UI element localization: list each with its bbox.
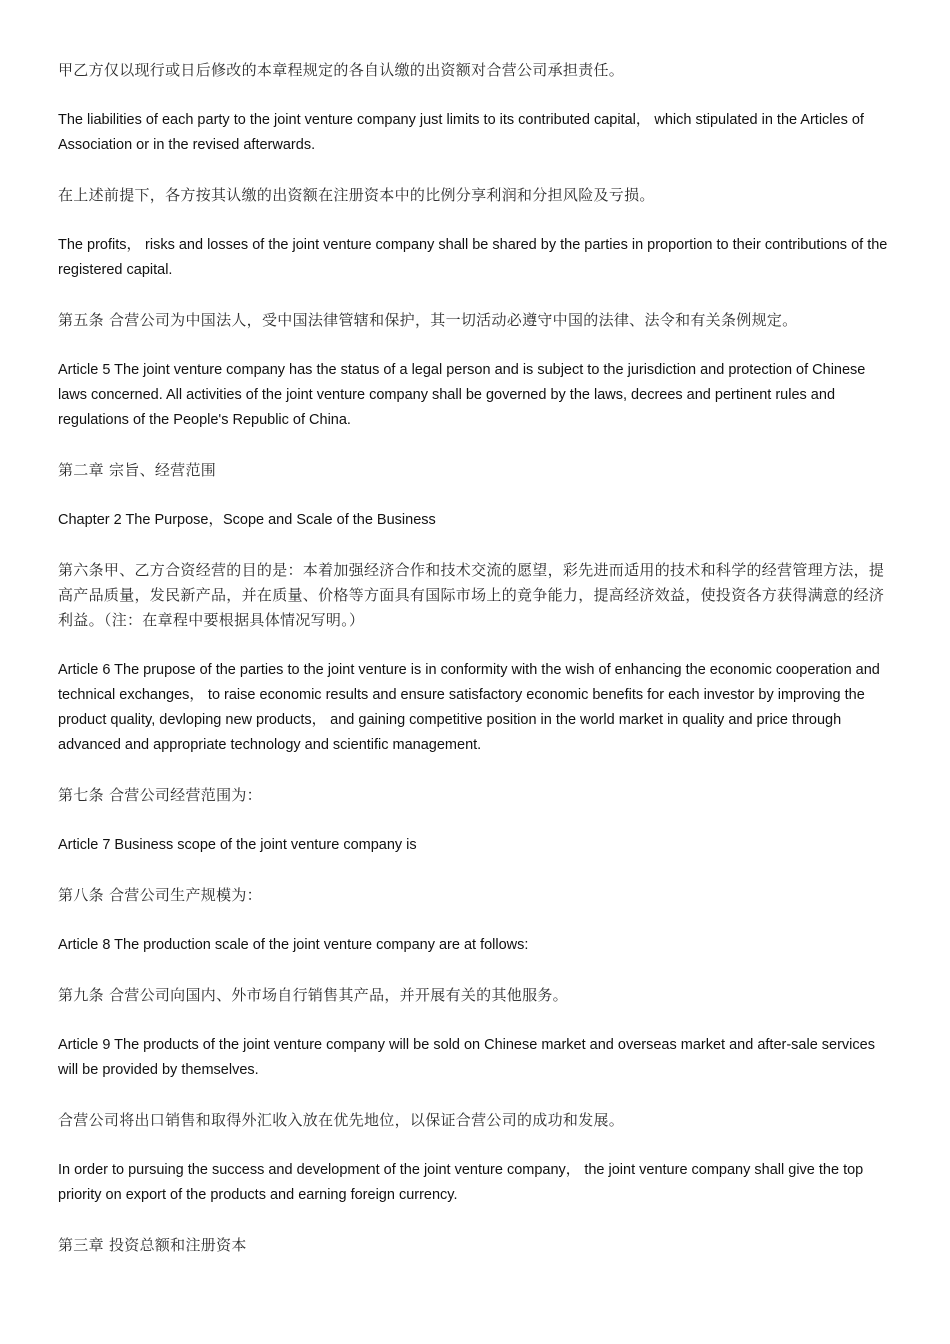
chapter-2-heading-zh: 第二章 宗旨、经营范围 (58, 461, 217, 479)
clause-liability-zh: 甲乙方仅以现行或日后修改的本章程规定的各自认缴的出资额对合营公司承担责任。 (58, 61, 625, 79)
clause-profit-sharing-zh: 在上述前提下，各方按其认缴的出资额在注册资本中的比例分享利润和分担风险及亏损。 (58, 186, 655, 204)
chapter-3-heading-zh: 第三章 投资总额和注册资本 (58, 1236, 247, 1254)
article-9-zh: 第九条 合营公司向国内、外市场自行销售其产品，并开展有关的其他服务。 (58, 986, 568, 1004)
article-6-en: Article 6 The prupose of the parties to the joint venture is in conformity with the wish of enhancing the economic cooperation and technical exchanges， to raise economic results and ensure satisfactory economic benefits for each investor by improving the product quality, devloping new products， and gaining competitive position in the world market in quality and price through advanced and appropriate technology and scientific management. (58, 662, 880, 753)
clause-profit-sharing-en: The profits， risks and losses of the joint venture company shall be shared by the parties in proportion to their contributions of the registered capital. (58, 237, 888, 278)
article-8-zh: 第八条 合营公司生产规模为： (58, 886, 262, 904)
export-priority-en: In order to pursuing the success and development of the joint venture company， the joint venture company shall give the top priority on export of the products and earning foreign currency. (58, 1162, 864, 1203)
export-priority-zh: 合营公司将出口销售和取得外汇收入放在优先地位，以保证合营公司的成功和发展。 (58, 1111, 625, 1129)
clause-liability-en: The liabilities of each party to the joint venture company just limits to its contributed capital， which stipulated in the Articles of Association or in the revised afterwards. (58, 112, 864, 153)
chapter-2-heading-en: Chapter 2 The Purpose，Scope and Scale of the Business (58, 512, 436, 528)
article-8-en: Article 8 The production scale of the joint venture company are at follows: (58, 937, 529, 953)
article-9-en: Article 9 The products of the joint venture company will be sold on Chinese market and overseas market and after-sale services will be provided by themselves. (58, 1037, 875, 1078)
article-5-en: Article 5 The joint venture company has the status of a legal person and is subject to the jurisdiction and protection of Chinese laws concerned. All activities of the joint venture company shall be governed by the laws, decrees and pertinent rules and regulations of the People's Republic of China. (58, 362, 866, 428)
article-7-en: Article 7 Business scope of the joint venture company is (58, 837, 417, 853)
article-6-zh: 第六条甲、乙方合资经营的目的是：本着加强经济合作和技术交流的愿望，彩先进而适用的技术和科学的经营管理方法，提高产品质量，发民新产品，并在质量、价格等方面具有国际市场上的竟争能力，提高经济效益，使投资各方获得满意的经济利益。（注：在章程中要根据具体情况写明。） (58, 561, 885, 629)
article-7-zh: 第七条 合营公司经营范围为： (58, 786, 262, 804)
article-5-zh: 第五条 合营公司为中国法人，受中国法律管辖和保护，其一切活动必遵守中国的法律、法令和有关条例规定。 (58, 311, 798, 329)
document-page (58, 58, 898, 1258)
